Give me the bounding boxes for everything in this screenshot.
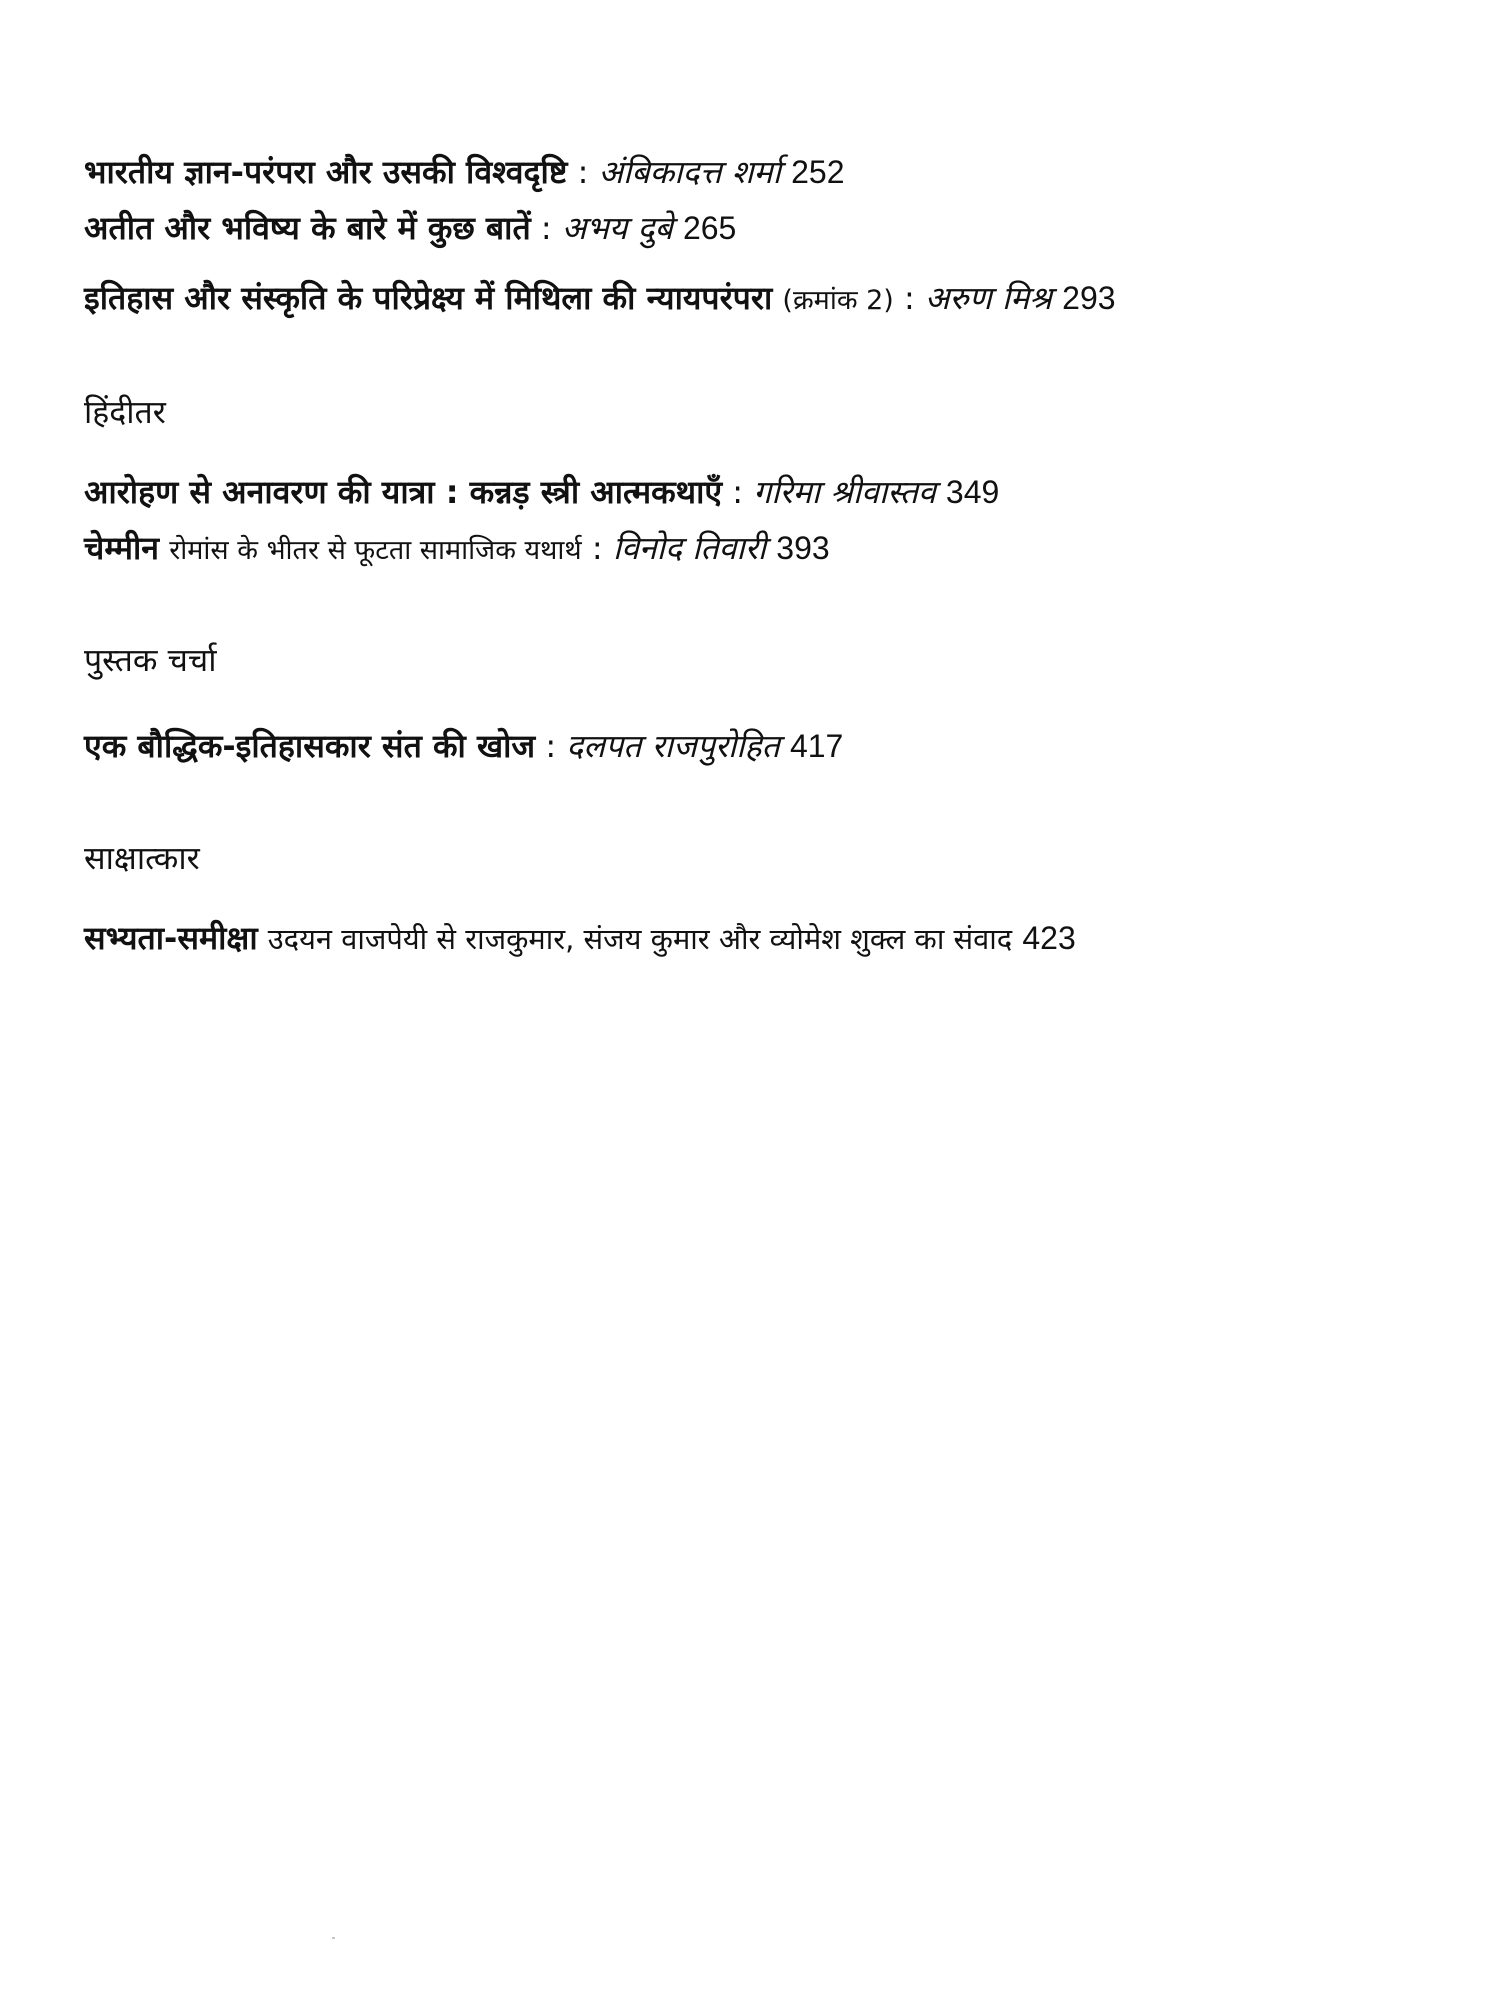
entry-author: अभय दुबे [561,209,673,247]
toc-entry [84,473,1000,511]
section-heading-hinditar: हिंदीतर [84,393,166,431]
entry-title: इतिहास और संस्कृति के परिप्रेक्ष्य में मिथिला की न्यायपरंपरा [84,279,773,317]
toc-entry [84,279,1116,317]
toc-entry [84,153,845,191]
entry-page-number: 265 [682,210,737,246]
entry-author: अंबिकादत्त शर्मा [598,153,781,191]
entry-separator: : [893,279,925,317]
toc-entry [84,209,737,247]
section-heading-book-discussion: पुस्तक चर्चा [84,641,217,679]
entry-title: चेम्मीन [84,529,160,567]
entry-separator: : [722,473,754,511]
entry-title: अतीत और भविष्य के बारे में कुछ बातें [84,209,531,247]
entry-title: एक बौद्धिक-इतिहासकार संत की खोज [84,727,536,765]
entry-separator: : [535,727,567,765]
entry-page-number: 252 [791,154,845,190]
scan-speck [332,1937,335,1939]
entry-page-number: 417 [789,728,844,764]
entry-separator: : [530,209,562,247]
toc-entry [84,919,1076,957]
entry-page-number: 293 [1062,280,1116,316]
entry-page-number: 423 [1022,920,1076,956]
entry-separator: : [581,529,613,567]
entry-author: गरिमा श्रीवास्तव [753,473,936,511]
entry-subtitle: रोमांस के भीतर से फूटता सामाजिक यथार्थ [169,535,582,566]
entry-author: अरुण मिश्र [924,279,1052,317]
entry-author: दलपत राजपुरोहित [566,727,780,765]
entry-title: सभ्यता-समीक्षा [84,919,258,957]
entry-title-note: (क्रमांक 2) [782,285,894,316]
entry-title: आरोहण से अनावरण की यात्रा : कन्नड़ स्त्री आत्मकथाएँ [84,473,723,511]
entry-description: उदयन वाजपेयी से राजकुमार, संजय कुमार और व्योमेश शुक्ल का संवाद [267,922,1013,956]
entry-separator: : [567,153,599,191]
section-heading-interview: साक्षात्कार [84,839,200,877]
entry-page-number: 393 [776,530,830,566]
entry-page-number: 349 [945,474,1000,510]
toc-entry [84,529,830,567]
entry-title: भारतीय ज्ञान-परंपरा और उसकी विश्वदृष्टि [84,153,568,191]
entry-author: विनोद तिवारी [612,529,767,567]
toc-entry [84,727,844,765]
